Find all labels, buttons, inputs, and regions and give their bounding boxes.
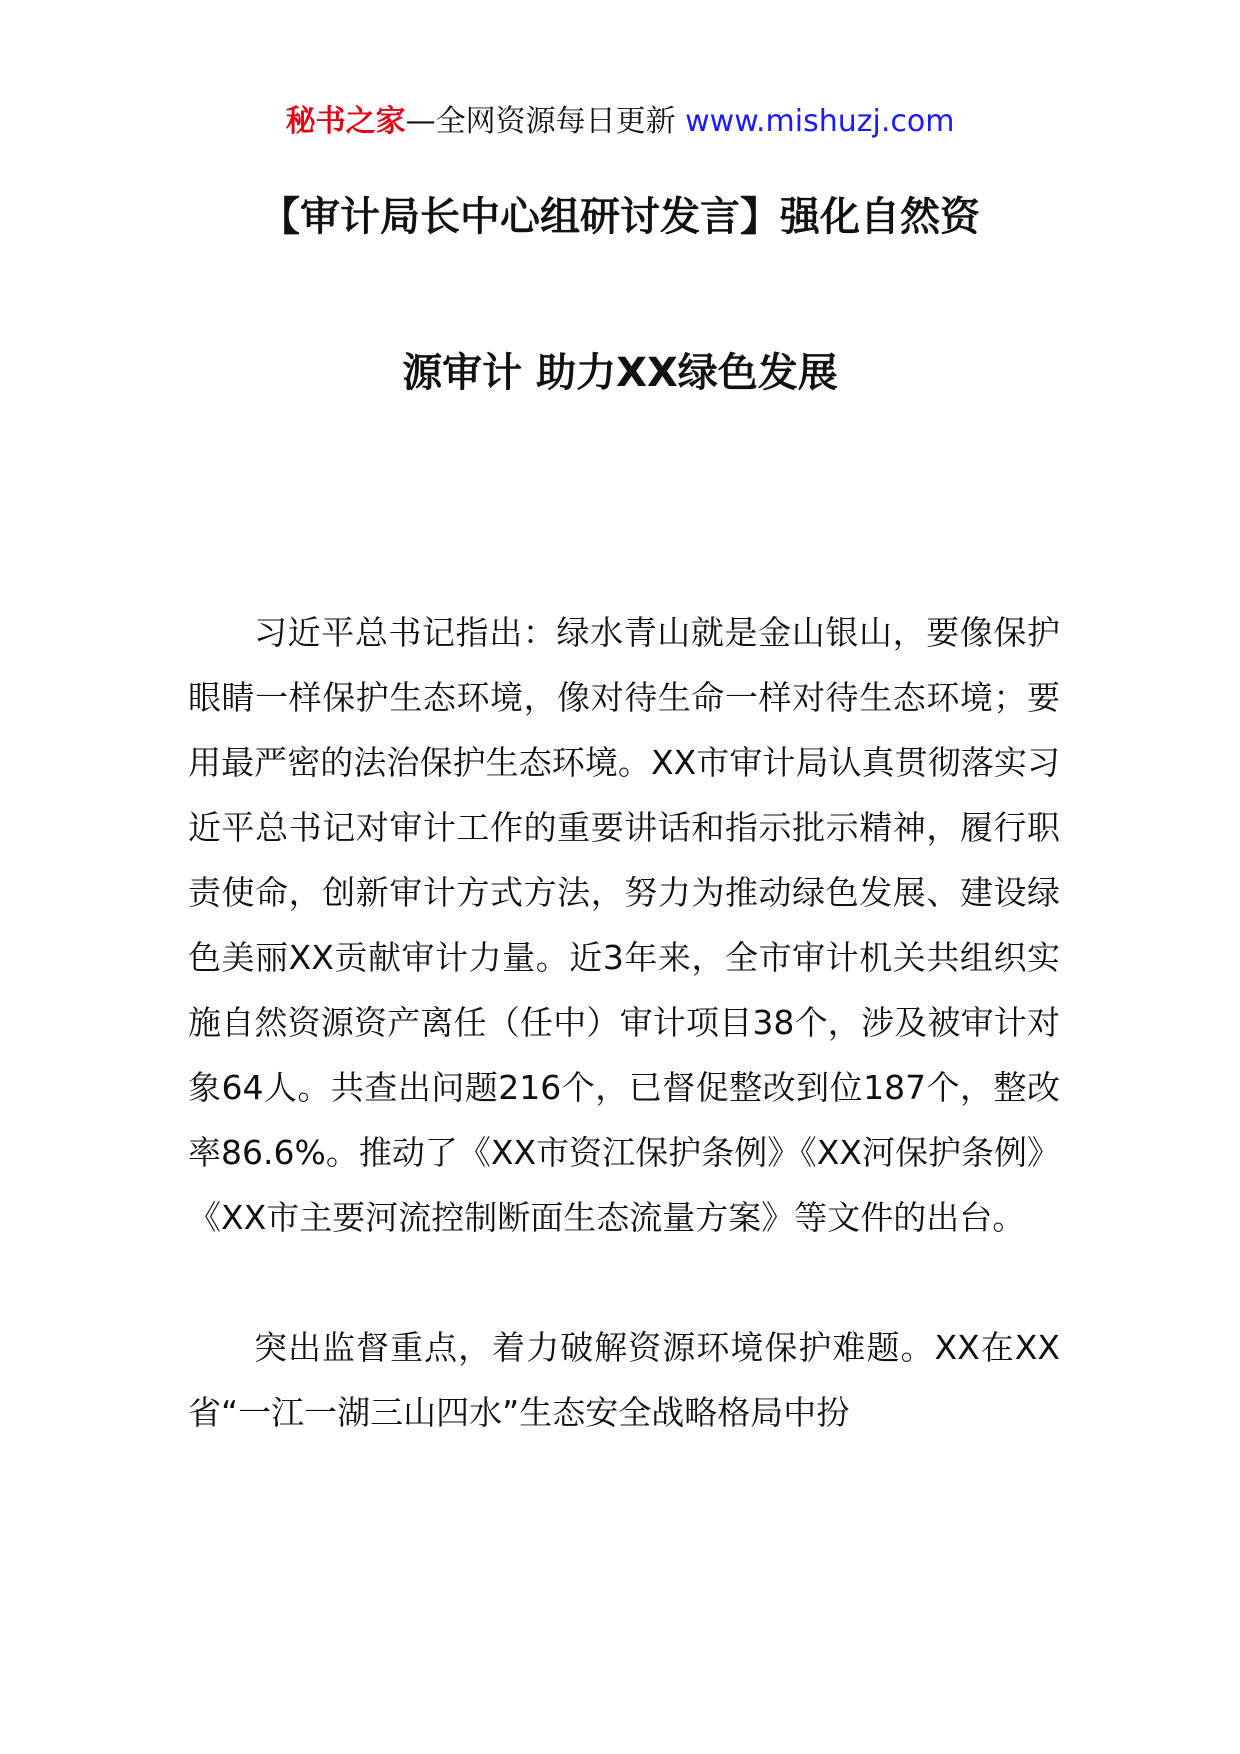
document-body — [188, 600, 1060, 1445]
site-slogan: —全网资源每日更新 — [405, 104, 686, 139]
title-line-2: 源审计 助力XX绿色发展 — [402, 350, 838, 396]
site-url-link[interactable]: www.mishuzj.com — [685, 104, 955, 139]
body-paragraph: 突出监督重点，着力破解资源环境保护难题。XX在XX省“一江一湖三山四水”生态安全战略格局中扮 — [188, 1328, 1060, 1432]
site-brand: 秘书之家 — [285, 104, 406, 139]
body-paragraph: 习近平总书记指出：绿水青山就是金山银山，要像保护眼睛一样保护生态环境，像对待生命一样对待生态环境；要用最严密的法治保护生态环境。XX市审计局认真贯彻落实习近平总书记对审计工作的重要讲话和指示批示精神，履行职责使命，创新审计方式方法，努力为推动绿色发展、建设绿色美丽XX贡献审计力量。近3年来，全市审计机关共组织实施自然资源资产离任（任中）审计项目38个，涉及被审计对象64人。共查出问题216个，已督促整改到位187个，整改率86.6%。推动了《XX市资江保护条例》《XX河保护条例》《XX市主要河流控制断面生态流量方案》等文件的出台。 — [188, 613, 1060, 1237]
site-header — [0, 100, 1240, 144]
title-line-1: 【审计局长中心组研讨发言】强化自然资 — [260, 194, 980, 240]
document-title — [120, 190, 1120, 400]
